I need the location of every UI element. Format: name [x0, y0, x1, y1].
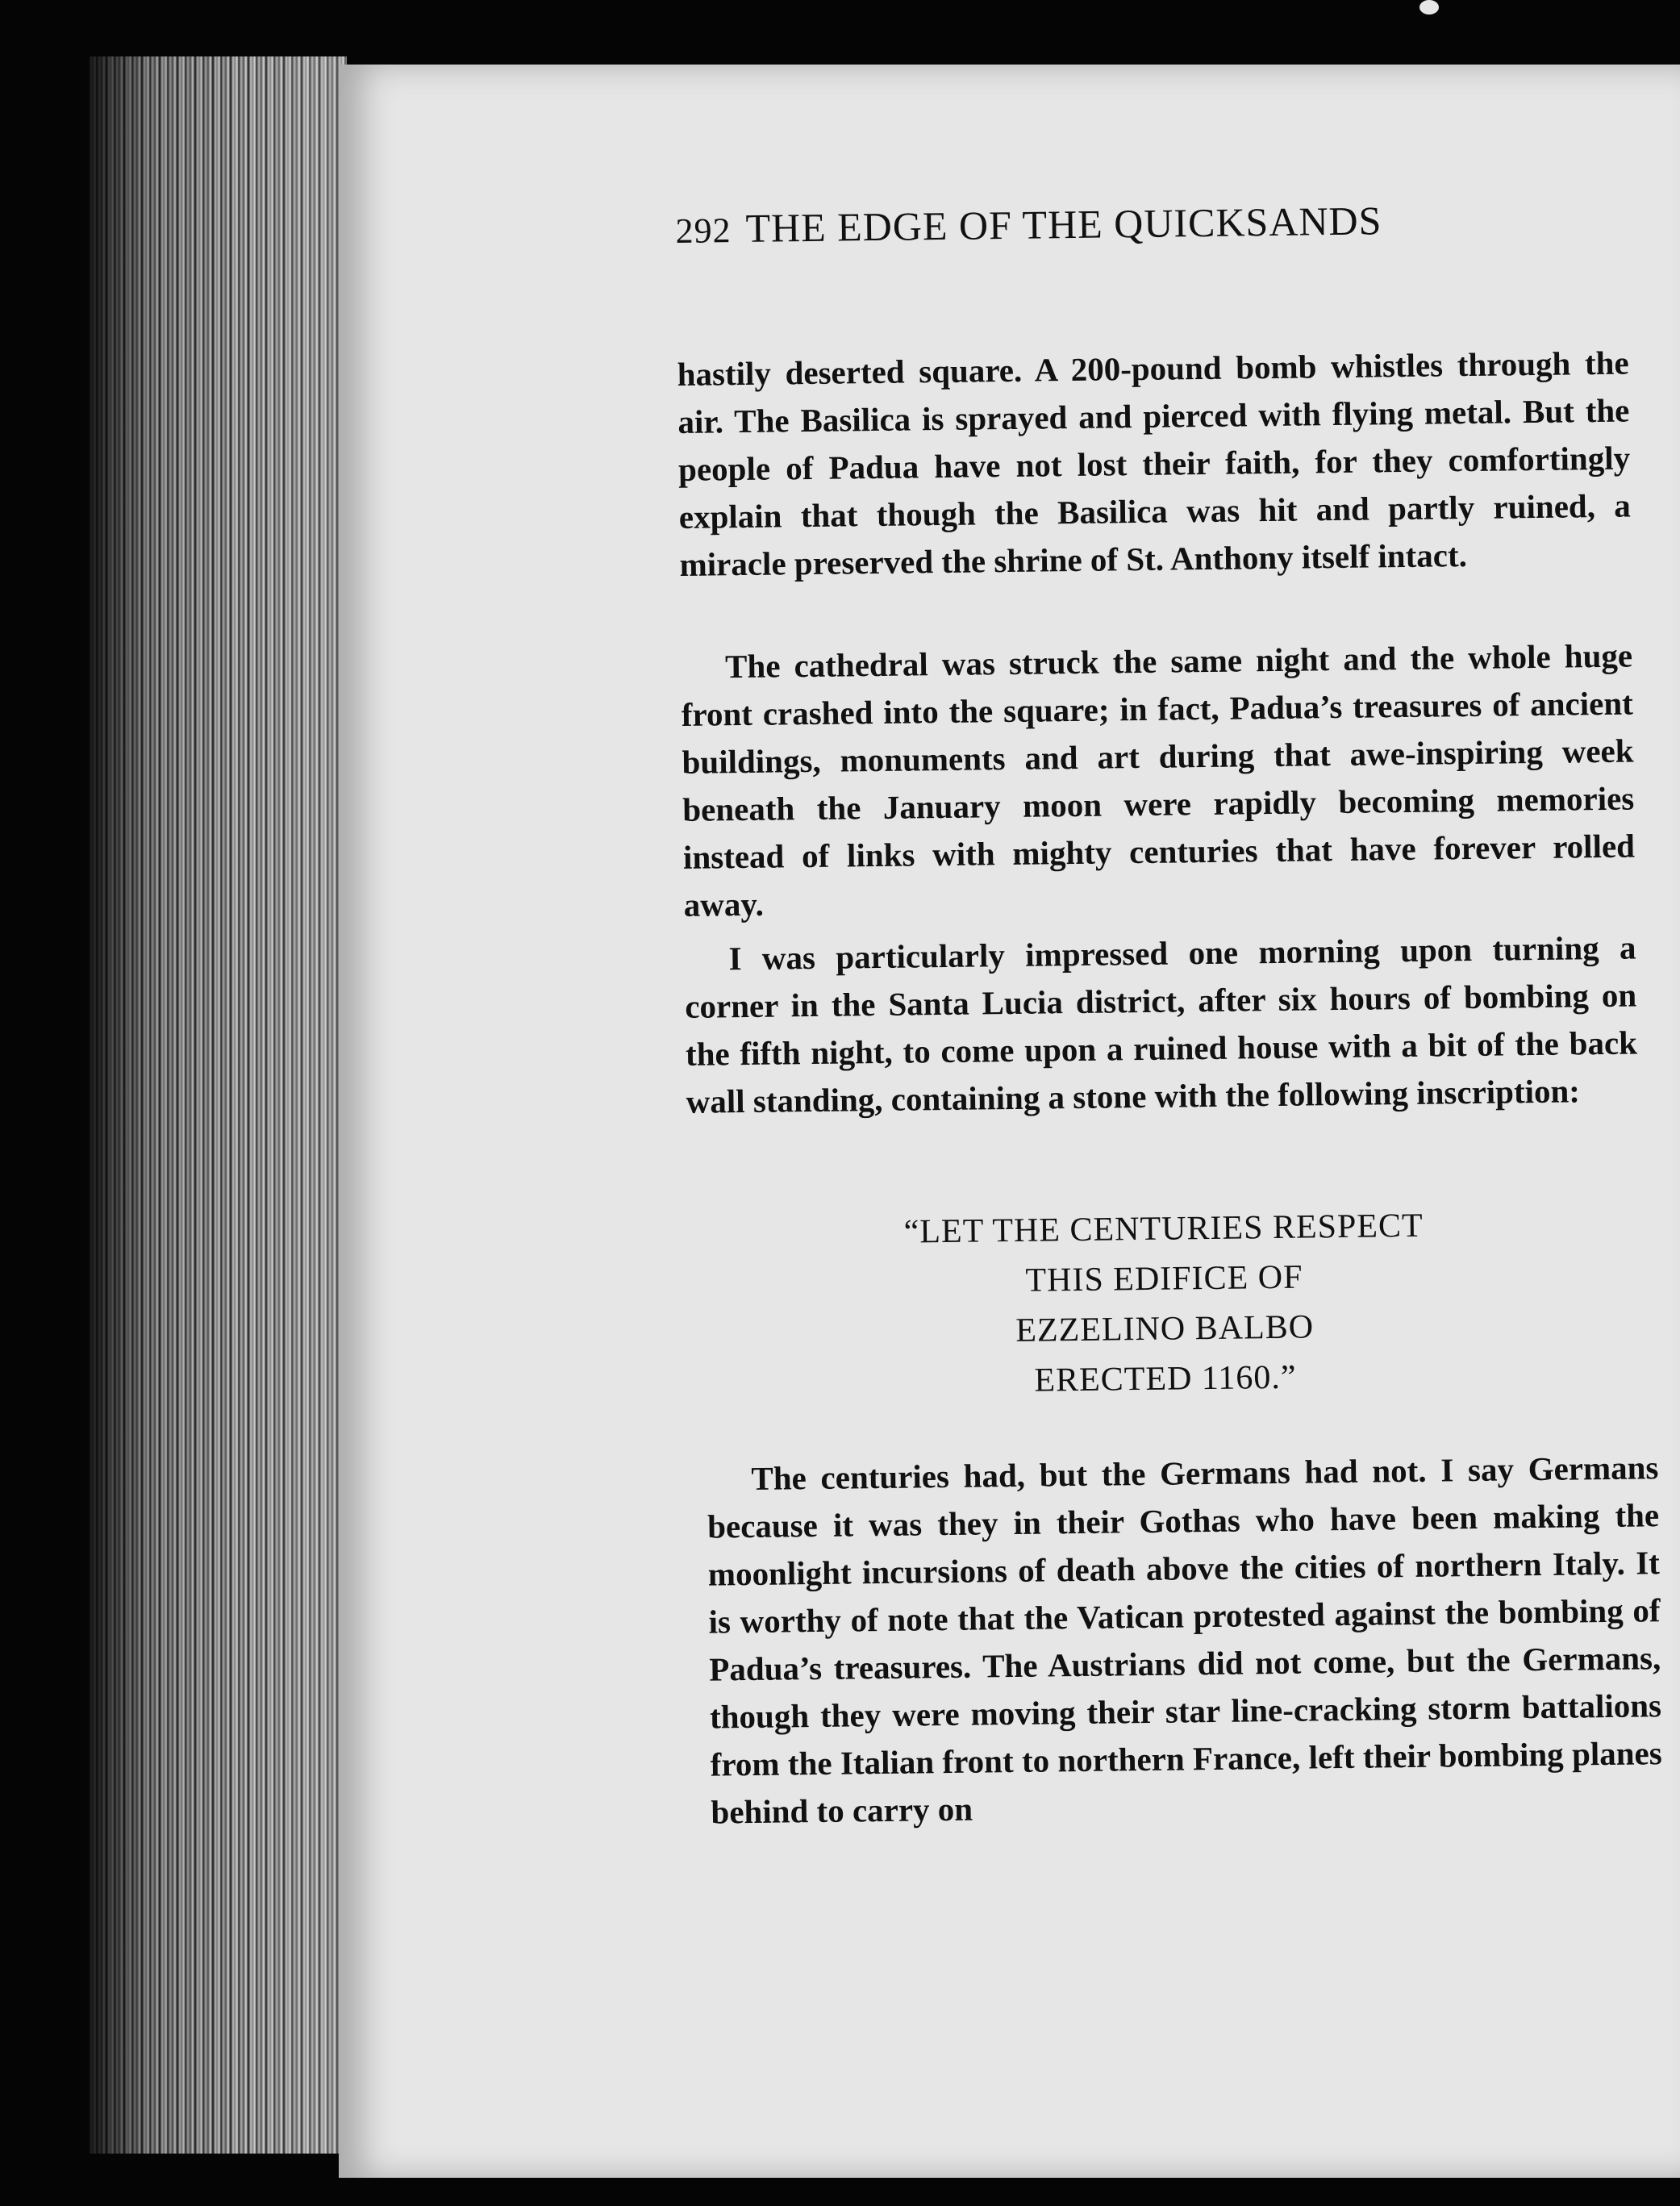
running-title: THE EDGE OF THE QUICKSANDS [745, 198, 1382, 251]
inscription-line: EZZELINO BALBO [1015, 1308, 1315, 1349]
paragraph: I was particularly impressed one morning upon turning a corner in the Santa Lucia district, after six hours of bombing on the fifth night, to come upon a ruined house with a bit of the back wall standing, containing a stone with the following inscription: [684, 928, 1638, 1120]
paragraph: hastily deserted square. A 200-pound bomb whistles through the air. The Basilica is sprayed and pierced with flying metal. But the people of Padua have not lost their faith, for they comfortingly explain that though the Basilica was hit and partly ruined, a miracle preserved the shrine of St. Anthony itself intact. [677, 344, 1632, 583]
closing-paragraph: The centuries had, but the Germans had not. I say Germans because it was they in their Gothas who have been making the moonlight incursions of death above the cities of northern Italy. It is worthy of note that the Vatican protested against the bombing of Padua’s treasures. The Austrians did not come, but the Germans, though they were moving their star line-cracking storm battalions from the Italian front to northern France, left their bombing planes behind to carry on [707, 1449, 1662, 1831]
page-content [673, 52, 1662, 1831]
inscription-line: “LET THE CENTURIES RESPECT [903, 1207, 1424, 1251]
running-header [675, 194, 1595, 252]
paragraph: The cathedral was struck the same night and the whole huge front crashed into the square; in fact, Padua’s treasures of ancient buildings, monuments and art during that awe-inspiring week beneath the January moon were rapidly becoming memories instead of links with mighty centuries that have forever rolled away. [681, 636, 1636, 924]
inscription-block [816, 1199, 1512, 1407]
scan-speck [1419, 0, 1439, 15]
book-page [339, 65, 1680, 2178]
inscription-line: ERECTED 1160.” [1034, 1358, 1297, 1399]
page-number: 292 [675, 211, 732, 251]
inscription-line: THIS EDIFICE OF [1025, 1258, 1303, 1299]
book-page-edges [89, 56, 347, 2154]
